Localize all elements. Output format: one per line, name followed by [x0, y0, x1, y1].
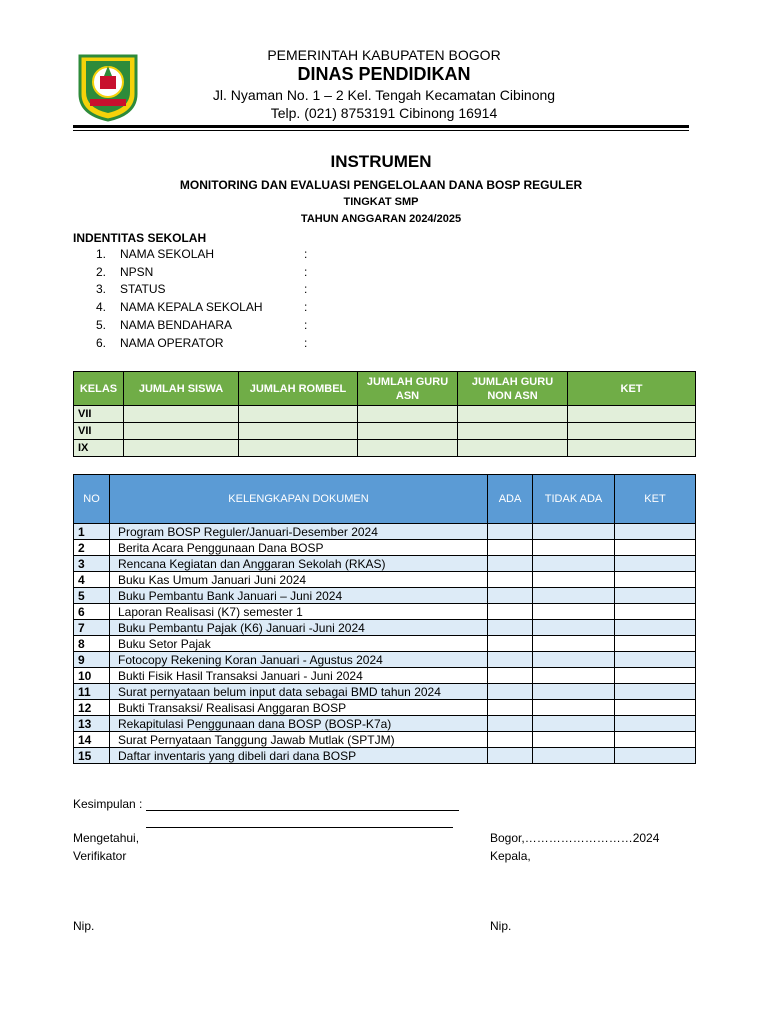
tidak-ada-cell[interactable]	[533, 668, 615, 684]
government-name: PEMERINTAH KABUPATEN BOGOR	[267, 47, 501, 63]
conclusion-line-2[interactable]	[146, 827, 453, 828]
table-row	[74, 524, 696, 540]
class-table	[73, 371, 696, 457]
nip-left: Nip.	[73, 919, 95, 933]
ket-cell[interactable]	[615, 700, 696, 716]
ada-cell[interactable]	[488, 588, 533, 604]
identity-label: NAMA KEPALA SEKOLAH	[120, 300, 263, 314]
ada-cell[interactable]	[488, 716, 533, 732]
row-number: 6	[74, 604, 110, 620]
input-cell[interactable]	[239, 423, 358, 440]
class-table-header	[74, 372, 696, 406]
identity-colon: :	[304, 336, 308, 350]
header-cell: JUMLAH GURU NON ASN	[458, 372, 568, 406]
nip-right: Nip.	[490, 919, 512, 933]
checklist-header	[74, 475, 696, 524]
row-number: 2	[74, 540, 110, 556]
table-row	[74, 652, 696, 668]
ket-cell[interactable]	[615, 572, 696, 588]
tidak-ada-cell[interactable]	[533, 732, 615, 748]
ket-cell[interactable]	[615, 716, 696, 732]
ket-cell[interactable]	[615, 620, 696, 636]
table-row	[74, 668, 696, 684]
document-item: Daftar inventaris yang dibeli dari dana BOSP	[110, 748, 488, 764]
letterhead-rule-thick	[73, 125, 689, 128]
document-item: Buku Pembantu Bank Januari – Juni 2024	[110, 588, 488, 604]
input-cell[interactable]	[124, 406, 239, 423]
ada-cell[interactable]	[488, 572, 533, 588]
ket-cell[interactable]	[615, 636, 696, 652]
identity-label: NAMA SEKOLAH	[120, 247, 215, 261]
table-row	[74, 748, 696, 764]
row-number: 1	[74, 524, 110, 540]
document-year: TAHUN ANGGARAN 2024/2025	[300, 213, 462, 225]
table-row	[74, 716, 696, 732]
row-number: 7	[74, 620, 110, 636]
table-row	[74, 423, 696, 440]
tidak-ada-cell[interactable]	[533, 572, 615, 588]
document-item: Rekapitulasi Penggunaan dana BOSP (BOSP-K7a)	[110, 716, 488, 732]
input-cell[interactable]	[568, 440, 696, 457]
row-number: 11	[74, 684, 110, 700]
header-cell: KELENGKAPAN DOKUMEN	[110, 475, 488, 524]
row-number: 5	[74, 588, 110, 604]
document-title: INSTRUMEN	[330, 152, 432, 171]
tidak-ada-cell[interactable]	[533, 540, 615, 556]
tidak-ada-cell[interactable]	[533, 636, 615, 652]
input-cell[interactable]	[458, 423, 568, 440]
ket-cell[interactable]	[615, 668, 696, 684]
input-cell[interactable]	[124, 440, 239, 457]
letterhead-rule-thin	[73, 130, 689, 131]
table-row	[74, 700, 696, 716]
document-checklist-table	[73, 474, 696, 764]
identity-num: 2.	[96, 265, 107, 279]
header-cell: ADA	[488, 475, 533, 524]
table-row	[74, 732, 696, 748]
identity-num: 3.	[96, 282, 107, 296]
table-row	[74, 588, 696, 604]
table-row	[74, 636, 696, 652]
input-cell[interactable]	[358, 423, 458, 440]
document-item: Berita Acara Penggunaan Dana BOSP	[110, 540, 488, 556]
ada-cell[interactable]	[488, 636, 533, 652]
identity-label: NAMA OPERATOR	[120, 336, 224, 350]
identity-heading: INDENTITAS SEKOLAH	[73, 231, 207, 245]
document-level: TINGKAT SMP	[343, 196, 419, 208]
identity-num: 5.	[96, 318, 107, 332]
input-cell[interactable]	[239, 440, 358, 457]
ada-cell[interactable]	[488, 700, 533, 716]
document-item: Buku Setor Pajak	[110, 636, 488, 652]
row-number: 3	[74, 556, 110, 572]
document-item: Surat Pernyataan Tanggung Jawab Mutlak (SPTJM)	[110, 732, 488, 748]
row-number: 4	[74, 572, 110, 588]
identity-label: NAMA BENDAHARA	[120, 318, 233, 332]
principal-label: Kepala,	[490, 849, 531, 863]
regency-logo	[76, 52, 140, 122]
document-item: Program BOSP Reguler/Januari-Desember 2024	[110, 524, 488, 540]
ada-cell[interactable]	[488, 540, 533, 556]
document-item: Bukti Transaksi/ Realisasi Anggaran BOSP	[110, 700, 488, 716]
conclusion-line-1[interactable]	[146, 810, 459, 811]
class-cell: VII	[74, 423, 124, 440]
header-cell: KELAS	[74, 372, 124, 406]
identity-label: NPSN	[120, 265, 154, 279]
document-item: Bukti Fisik Hasil Transaksi Januari - Juni 2024	[110, 668, 488, 684]
ada-cell[interactable]	[488, 748, 533, 764]
ket-cell[interactable]	[615, 748, 696, 764]
input-cell[interactable]	[458, 406, 568, 423]
header-cell: KET	[615, 475, 696, 524]
ket-cell[interactable]	[615, 556, 696, 572]
document-item: Surat pernyataan belum input data sebagai BMD tahun 2024	[110, 684, 488, 700]
identity-num: 1.	[96, 247, 107, 261]
header-cell: JUMLAH SISWA	[124, 372, 239, 406]
ada-cell[interactable]	[488, 668, 533, 684]
document-item: Buku Kas Umum Januari Juni 2024	[110, 572, 488, 588]
ket-cell[interactable]	[615, 540, 696, 556]
ket-cell[interactable]	[615, 524, 696, 540]
identity-label: STATUS	[120, 282, 166, 296]
document-subtitle: MONITORING DAN EVALUASI PENGELOLAAN DANA BOSP REGULER	[179, 178, 583, 192]
row-number: 14	[74, 732, 110, 748]
tidak-ada-cell[interactable]	[533, 588, 615, 604]
header-cell: JUMLAH GURU ASN	[358, 372, 458, 406]
input-cell[interactable]	[239, 406, 358, 423]
header-cell: TIDAK ADA	[533, 475, 615, 524]
tidak-ada-cell[interactable]	[533, 556, 615, 572]
ada-cell[interactable]	[488, 556, 533, 572]
document-item: Laporan Realisasi (K7) semester 1	[110, 604, 488, 620]
tidak-ada-cell[interactable]	[533, 684, 615, 700]
conclusion-label: Kesimpulan :	[73, 797, 143, 811]
verifier-label: Verifikator	[73, 849, 127, 863]
input-cell[interactable]	[358, 440, 458, 457]
document-item: Rencana Kegiatan dan Anggaran Sekolah (RKAS)	[110, 556, 488, 572]
header-cell: JUMLAH ROMBEL	[239, 372, 358, 406]
header-cell: KET	[568, 372, 696, 406]
ada-cell[interactable]	[488, 652, 533, 668]
ket-cell[interactable]	[615, 684, 696, 700]
ada-cell[interactable]	[488, 684, 533, 700]
agency-name: DINAS PENDIDIKAN	[297, 64, 471, 84]
document-item: Buku Pembantu Pajak (K6) Januari -Juni 2024	[110, 620, 488, 636]
ada-cell[interactable]	[488, 732, 533, 748]
identity-num: 6.	[96, 336, 107, 350]
ket-cell[interactable]	[615, 652, 696, 668]
input-cell[interactable]	[568, 406, 696, 423]
identity-num: 4.	[96, 300, 107, 314]
table-row	[74, 540, 696, 556]
table-row	[74, 406, 696, 423]
place-date-line: Bogor,………………………2024	[490, 831, 660, 845]
row-number: 10	[74, 668, 110, 684]
tidak-ada-cell[interactable]	[533, 524, 615, 540]
tidak-ada-cell[interactable]	[533, 652, 615, 668]
input-cell[interactable]	[568, 423, 696, 440]
table-row	[74, 620, 696, 636]
tidak-ada-cell[interactable]	[533, 604, 615, 620]
ada-cell[interactable]	[488, 524, 533, 540]
table-row	[74, 440, 696, 457]
input-cell[interactable]	[458, 440, 568, 457]
table-row	[74, 684, 696, 700]
row-number: 15	[74, 748, 110, 764]
identity-colon: :	[304, 282, 308, 296]
agency-phone: Telp. (021) 8753191 Cibinong 16914	[270, 105, 498, 121]
table-row	[74, 604, 696, 620]
row-number: 12	[74, 700, 110, 716]
tidak-ada-cell[interactable]	[533, 748, 615, 764]
identity-colon: :	[304, 247, 308, 261]
input-cell[interactable]	[358, 406, 458, 423]
ada-cell[interactable]	[488, 620, 533, 636]
row-number: 13	[74, 716, 110, 732]
ket-cell[interactable]	[615, 588, 696, 604]
acknowledged-label: Mengetahui,	[73, 831, 140, 845]
document-item: Fotocopy Rekening Koran Januari - Agustus 2024	[110, 652, 488, 668]
ket-cell[interactable]	[615, 732, 696, 748]
agency-address: Jl. Nyaman No. 1 – 2 Kel. Tengah Kecamatan Cibinong	[212, 87, 556, 103]
table-row	[74, 572, 696, 588]
tidak-ada-cell[interactable]	[533, 700, 615, 716]
row-number: 8	[74, 636, 110, 652]
input-cell[interactable]	[124, 423, 239, 440]
identity-colon: :	[304, 300, 308, 314]
tidak-ada-cell[interactable]	[533, 716, 615, 732]
identity-colon: :	[304, 265, 308, 279]
header-cell: NO	[74, 475, 110, 524]
tidak-ada-cell[interactable]	[533, 620, 615, 636]
ket-cell[interactable]	[615, 604, 696, 620]
ada-cell[interactable]	[488, 604, 533, 620]
class-cell: VII	[74, 406, 124, 423]
class-cell: IX	[74, 440, 124, 457]
row-number: 9	[74, 652, 110, 668]
identity-colon: :	[304, 318, 308, 332]
table-row	[74, 556, 696, 572]
